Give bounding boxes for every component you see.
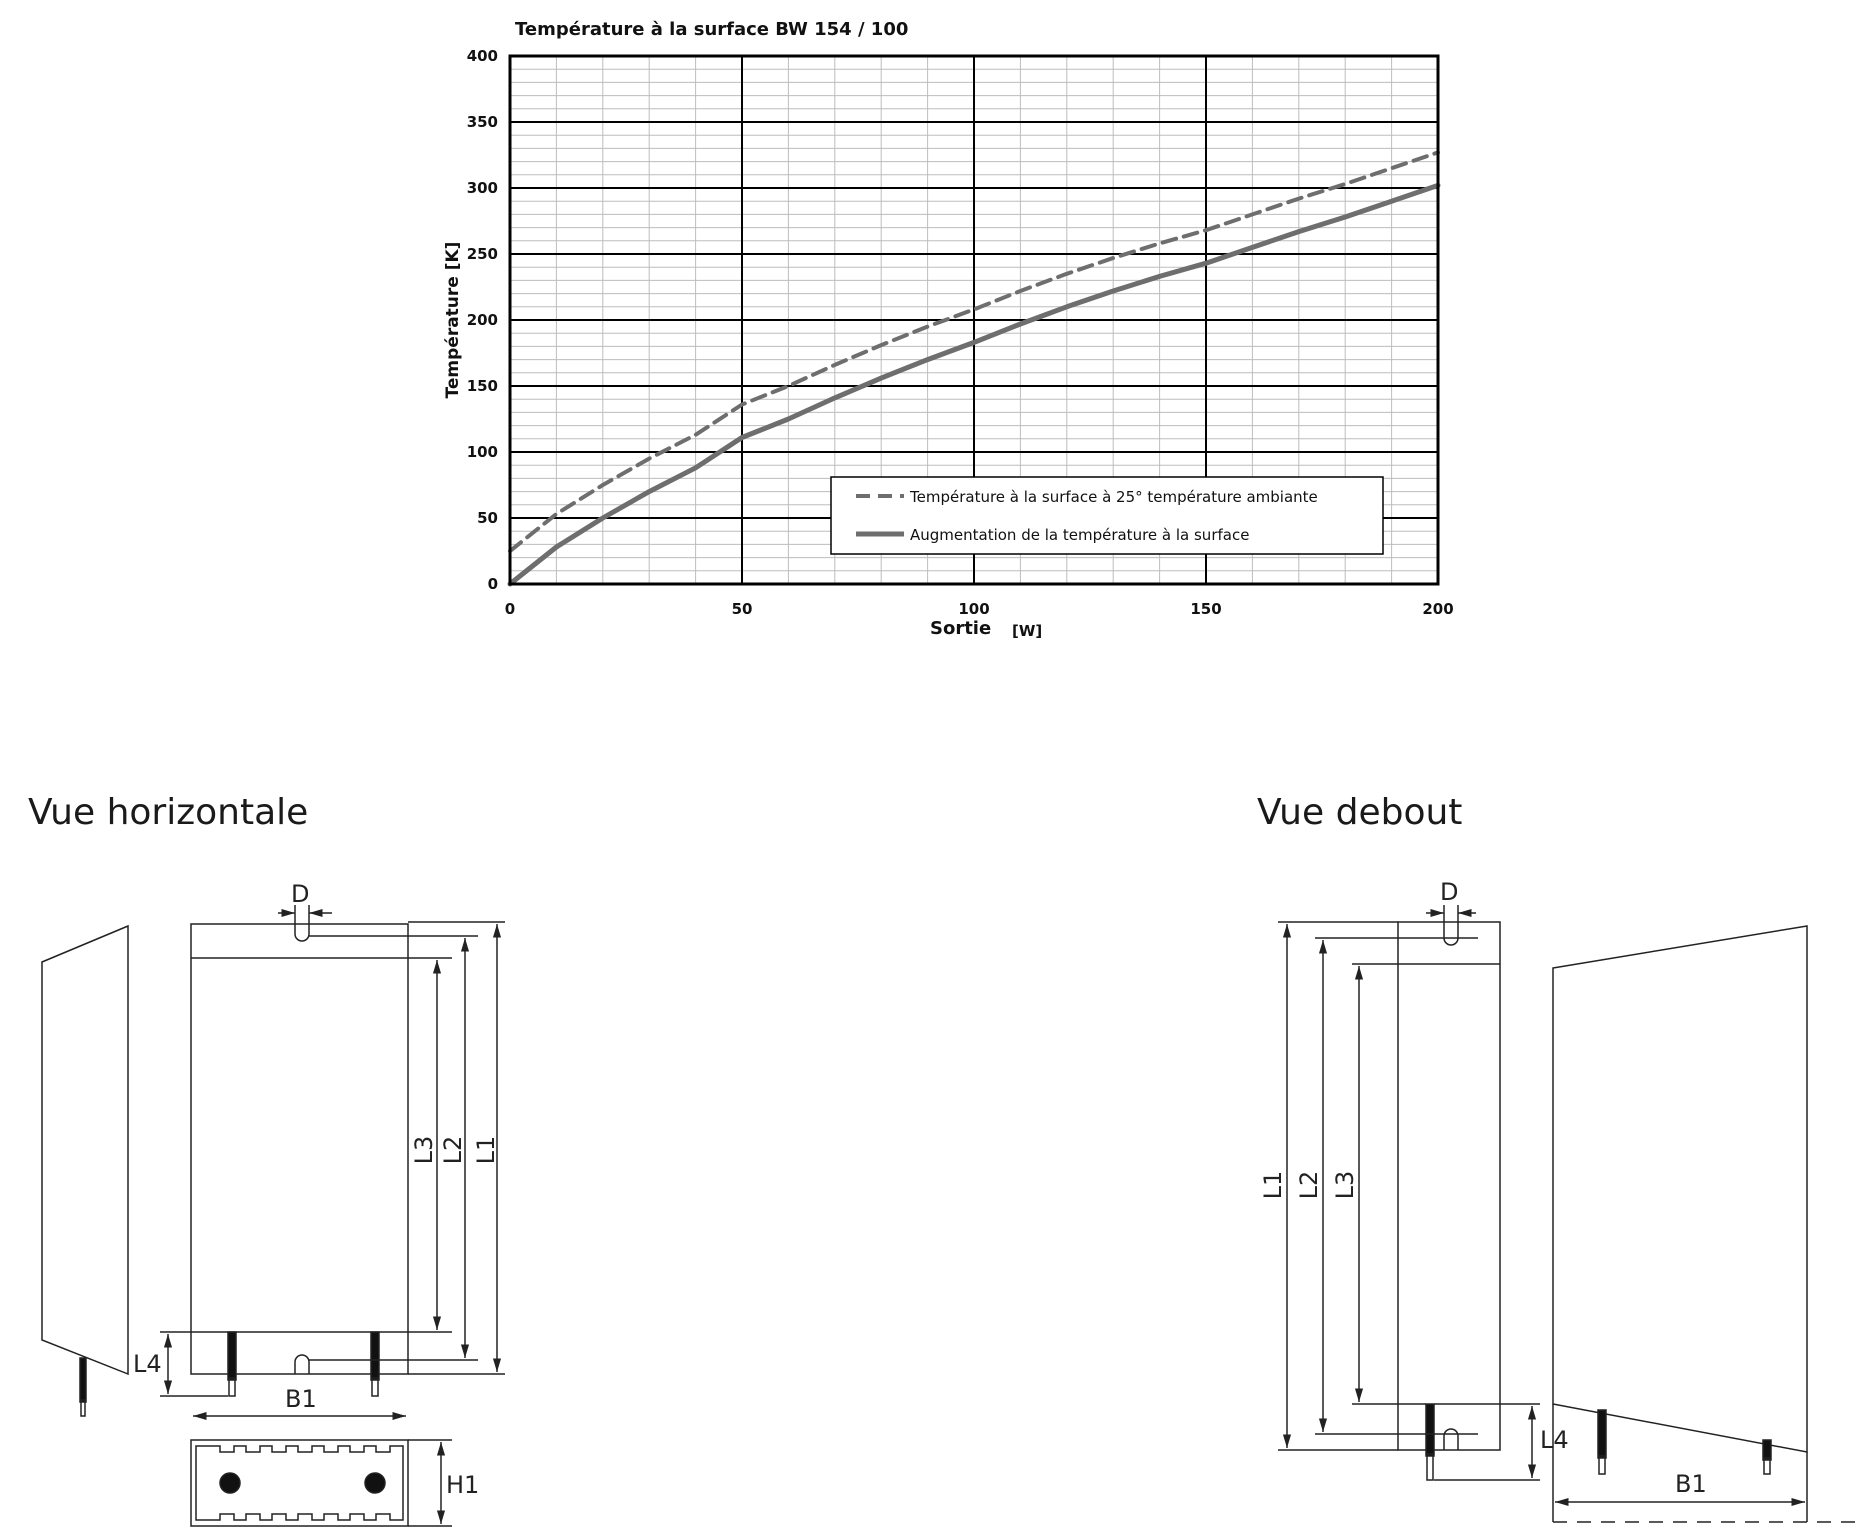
- y-tick-label: 150: [466, 377, 498, 395]
- end-view-terminal-left: [220, 1473, 240, 1493]
- y-tick-label: 0: [487, 575, 498, 593]
- y-tick-label: 250: [466, 245, 498, 263]
- label-d-right: D: [1440, 878, 1459, 906]
- horizontal-view-labels: [133, 880, 500, 1499]
- label-l1-right: L1: [1259, 1170, 1287, 1200]
- x-axis-label: Sortie: [930, 618, 992, 639]
- label-l3-left: L3: [410, 1135, 438, 1165]
- terminal-right: [371, 1332, 379, 1380]
- mounting-slot-top: [295, 924, 309, 941]
- resistor-top-terminal-left: [80, 1358, 86, 1402]
- label-l2-right: L2: [1295, 1170, 1323, 1200]
- x-axis-unit: [W]: [1012, 622, 1043, 640]
- y-tick-label: 300: [466, 179, 498, 197]
- legend-label-ambient: Température à la surface à 25° température ambiante: [910, 488, 1318, 506]
- x-tick-label: 0: [504, 600, 516, 618]
- label-l1-left: L1: [472, 1135, 500, 1165]
- side-panel-terminal-left: [1598, 1410, 1606, 1458]
- mounting-slot-bottom: [295, 1355, 309, 1374]
- horizontal-view-drawing: [42, 905, 505, 1526]
- chart-title: Température à la surface BW 154 / 100: [515, 19, 909, 40]
- side-panel-right: [1553, 926, 1807, 1452]
- x-tick-label: 150: [1190, 600, 1222, 618]
- horizontal-view-title: Vue horizontale: [28, 792, 309, 833]
- label-l2-left: L2: [439, 1135, 467, 1165]
- housing-horizontal: [191, 924, 408, 1374]
- label-b1-right: B1: [1675, 1470, 1707, 1498]
- x-tick-label: 50: [731, 600, 753, 618]
- upright-slot-bottom: [1444, 1429, 1458, 1450]
- upright-view-title: Vue debout: [1257, 792, 1463, 833]
- label-l4-right: L4: [1540, 1426, 1569, 1454]
- y-tick-label: 400: [466, 47, 498, 65]
- y-tick-label: 350: [466, 113, 498, 131]
- upright-slot-top: [1444, 922, 1458, 945]
- x-tick-label: 100: [958, 600, 990, 618]
- upright-view-labels: [1259, 878, 1707, 1498]
- y-axis-label: Température [K]: [443, 241, 463, 399]
- label-d-left: D: [291, 880, 310, 908]
- y-tick-label: 200: [466, 311, 498, 329]
- y-tick-label: 50: [477, 509, 498, 527]
- y-tick-label: 100: [466, 443, 498, 461]
- legend-label-rise: Augmentation de la température à la surface: [910, 526, 1250, 544]
- terminal-left: [228, 1332, 236, 1380]
- housing-upright: [1398, 922, 1500, 1450]
- label-l3-right: L3: [1331, 1170, 1359, 1200]
- label-h1: H1: [446, 1471, 480, 1499]
- side-panel-left: [42, 926, 128, 1374]
- upright-terminal-tip: [1427, 1454, 1433, 1480]
- end-view-terminal-right: [365, 1473, 385, 1493]
- x-tick-label: 200: [1422, 600, 1454, 618]
- label-l4-left: L4: [133, 1350, 162, 1378]
- label-b1-left: B1: [285, 1385, 317, 1413]
- side-panel-terminal-right: [1763, 1440, 1771, 1460]
- upright-terminal: [1426, 1404, 1434, 1456]
